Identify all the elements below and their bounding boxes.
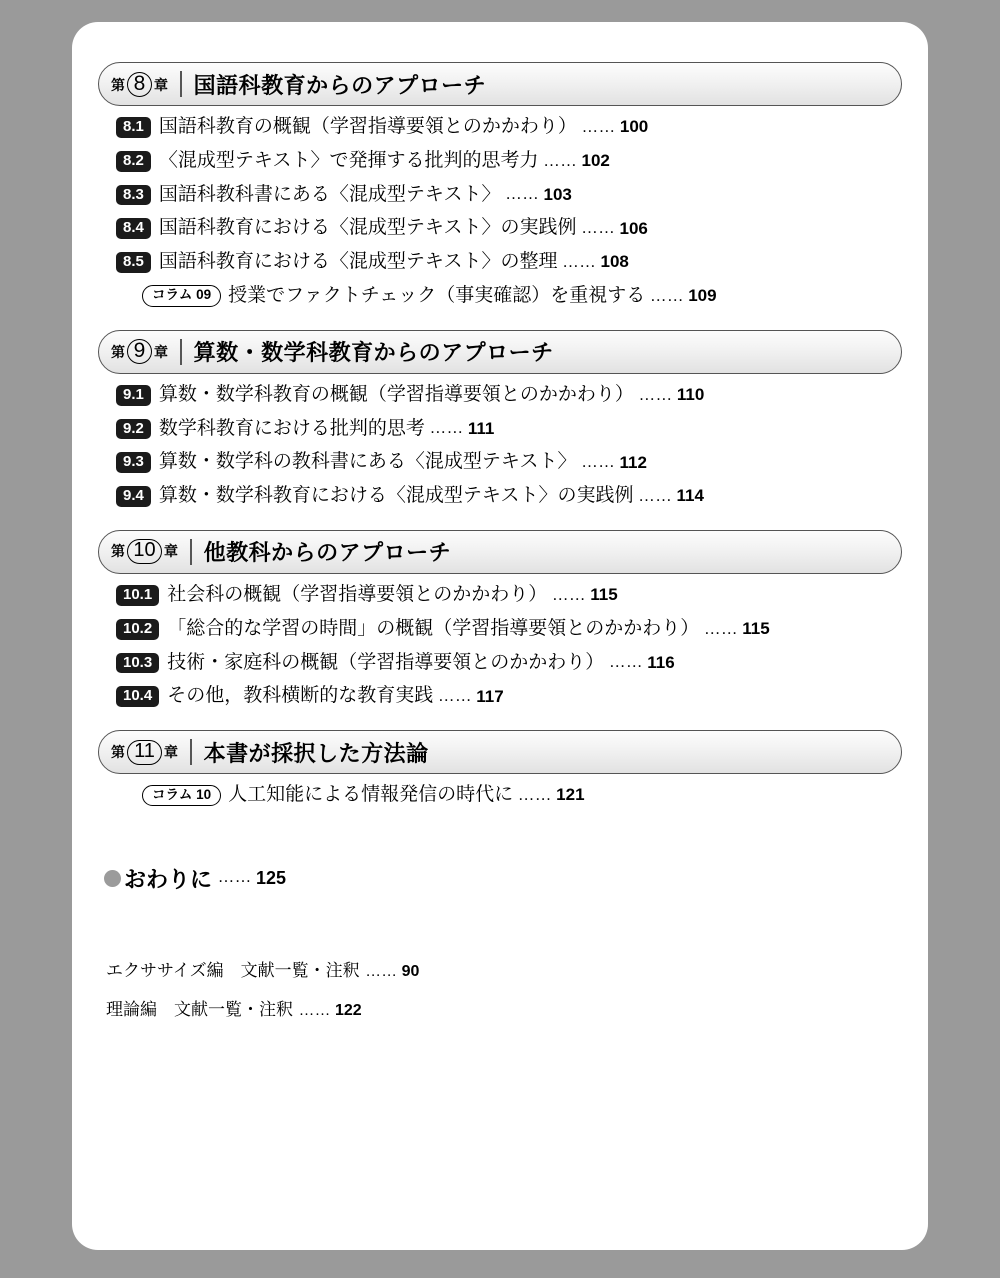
page-number: 115 (590, 585, 618, 605)
chapter-title: 国語科教育からのアプローチ (193, 72, 487, 98)
section-number: 9.2 (116, 419, 151, 440)
section-title: 国語科教育における〈混成型テキスト〉の整理 (158, 251, 558, 273)
divider (190, 539, 192, 565)
chapter-number-suffix: 章 (154, 78, 168, 94)
leader-dots: …… (581, 118, 616, 136)
chapter-number-digit: 10 (127, 539, 162, 564)
section-number: 9.4 (116, 486, 151, 507)
section-title: その他，教科横断的な教育実践 (167, 685, 434, 707)
leader-dots: …… (704, 620, 739, 638)
chapter-9-sections (98, 384, 902, 508)
leader-dots: …… (650, 287, 685, 305)
chapter-number-prefix: 第 (111, 346, 125, 362)
back-matter-title: エクササイズ編 文献一覧・注釈 (106, 960, 360, 980)
page-number: 111 (467, 418, 495, 438)
section-number: 10.4 (116, 686, 159, 707)
leader-dots: …… (365, 963, 398, 980)
leader-dots: …… (429, 420, 464, 438)
chapter-title: 他教科からのアプローチ (203, 540, 452, 566)
section-number: 10.3 (116, 653, 159, 674)
leader-dots: …… (581, 220, 616, 238)
chapter-number-8 (111, 72, 168, 97)
chapter-header-10 (98, 530, 902, 574)
book-page (72, 22, 928, 1250)
section-title: 算数・数学科の教科書にある〈混成型テキスト〉 (158, 451, 577, 473)
chapter-number-digit: 9 (127, 339, 152, 364)
section-number: 8.1 (116, 117, 151, 138)
section-title: 社会科の概観（学習指導要領とのかかわり） (167, 583, 548, 605)
toc-entry[interactable] (116, 251, 902, 274)
leader-dots: …… (505, 186, 540, 204)
toc-entry[interactable] (116, 184, 902, 207)
chapter-number-11 (111, 740, 178, 765)
page-number: 110 (676, 384, 705, 404)
chapter-number-digit: 11 (127, 740, 162, 765)
leader-dots: …… (638, 487, 673, 505)
chapter-number-prefix: 第 (111, 745, 125, 761)
page-number: 125 (256, 867, 287, 888)
toc-entry-backmatter[interactable] (106, 995, 902, 1020)
bullet-icon (104, 870, 121, 887)
page-number: 122 (335, 1001, 362, 1019)
toc-entry[interactable] (116, 584, 902, 607)
afterword-title: おわりに (124, 866, 213, 892)
toc-entry[interactable] (116, 451, 902, 474)
leader-dots: …… (609, 654, 644, 672)
chapter-8-sections (98, 116, 902, 308)
leader-dots: …… (543, 152, 578, 170)
toc-entry[interactable] (116, 618, 902, 641)
divider (180, 339, 182, 365)
section-number: 9.3 (116, 452, 151, 473)
section-number: 8.5 (116, 252, 151, 273)
toc-entry[interactable] (116, 116, 902, 139)
chapter-10-sections (98, 584, 902, 708)
chapter-number-9 (111, 339, 168, 364)
section-title: 数学科教育における批判的思考 (158, 417, 425, 439)
section-title: 算数・数学科教育の概観（学習指導要領とのかかわり） (158, 383, 634, 405)
page-number: 108 (600, 252, 629, 272)
chapter-number-10 (111, 539, 178, 564)
chapter-11-sections (98, 784, 902, 807)
page-number: 103 (543, 184, 572, 204)
section-title: 〈混成型テキスト〉で発揮する批判的思考力 (158, 149, 539, 171)
section-number: 9.1 (116, 385, 151, 406)
chapter-number-prefix: 第 (111, 78, 125, 94)
chapter-number-digit: 8 (127, 72, 152, 97)
toc-entry-backmatter[interactable] (106, 956, 902, 981)
section-number: 8.2 (116, 151, 151, 172)
page-number: 117 (476, 686, 504, 706)
leader-dots: …… (438, 688, 473, 706)
divider (180, 71, 182, 97)
leader-dots: …… (581, 454, 616, 472)
chapter-header-8 (98, 62, 902, 106)
page-number: 90 (401, 962, 420, 980)
section-title: 「総合的な学習の時間」の概観（学習指導要領とのかかわり） (167, 617, 700, 639)
section-number: 10.1 (116, 585, 159, 606)
toc-entry[interactable] (116, 418, 902, 441)
table-of-contents (98, 40, 902, 1034)
page-number: 116 (647, 652, 675, 672)
page-number: 114 (676, 486, 704, 506)
chapter-title: 算数・数学科教育からのアプローチ (193, 340, 554, 366)
chapter-number-suffix: 章 (164, 745, 178, 761)
chapter-header-11 (98, 730, 902, 774)
page-number: 109 (688, 286, 717, 306)
section-title: 国語科教育の概観（学習指導要領とのかかわり） (158, 116, 577, 137)
page-number: 100 (619, 117, 649, 137)
leader-dots: …… (638, 386, 673, 404)
toc-entry-afterword[interactable] (104, 863, 902, 894)
leader-dots: …… (299, 1002, 331, 1019)
back-matter-title: 理論編 文献一覧・注釈 (106, 999, 293, 1019)
leader-dots: …… (218, 869, 253, 887)
toc-entry[interactable] (116, 384, 902, 407)
toc-entry[interactable] (116, 685, 902, 708)
section-number: 8.3 (116, 185, 151, 206)
page-number: 112 (619, 452, 647, 472)
section-title: 算数・数学科教育における〈混成型テキスト〉の実践例 (158, 485, 634, 507)
section-title: 国語科教科書にある〈混成型テキスト〉 (158, 183, 501, 205)
chapter-number-suffix: 章 (154, 346, 168, 362)
column-number: コラム 09 (142, 285, 221, 307)
section-title: 国語科教育における〈混成型テキスト〉の実践例 (158, 217, 577, 239)
section-number: 8.4 (116, 218, 151, 239)
section-title: 技術・家庭科の概観（学習指導要領とのかかわり） (167, 651, 605, 673)
divider (190, 739, 192, 765)
toc-entry[interactable] (116, 652, 902, 675)
leader-dots: …… (562, 253, 597, 271)
toc-entry-column[interactable] (142, 784, 902, 807)
chapter-number-prefix: 第 (111, 545, 125, 561)
column-number: コラム 10 (142, 785, 221, 807)
page-edge-tick (72, 667, 86, 669)
toc-entry[interactable] (116, 217, 902, 240)
chapter-header-9 (98, 330, 902, 374)
chapter-number-suffix: 章 (164, 545, 178, 561)
toc-entry[interactable] (116, 150, 902, 173)
toc-entry[interactable] (116, 485, 902, 508)
page-number: 121 (556, 785, 585, 805)
column-title: 人工知能による情報発信の時代に (228, 784, 514, 806)
page-number: 106 (619, 218, 648, 238)
back-matter-list (106, 956, 902, 1020)
chapter-title: 本書が採択した方法論 (203, 740, 429, 766)
page-number: 102 (581, 151, 610, 170)
leader-dots: …… (552, 586, 587, 604)
toc-entry-column[interactable] (142, 285, 902, 308)
section-number: 10.2 (116, 619, 159, 640)
leader-dots: …… (518, 786, 553, 804)
page-number: 115 (742, 618, 770, 638)
column-title: 授業でファクトチェック（事実確認）を重視する (228, 284, 646, 306)
